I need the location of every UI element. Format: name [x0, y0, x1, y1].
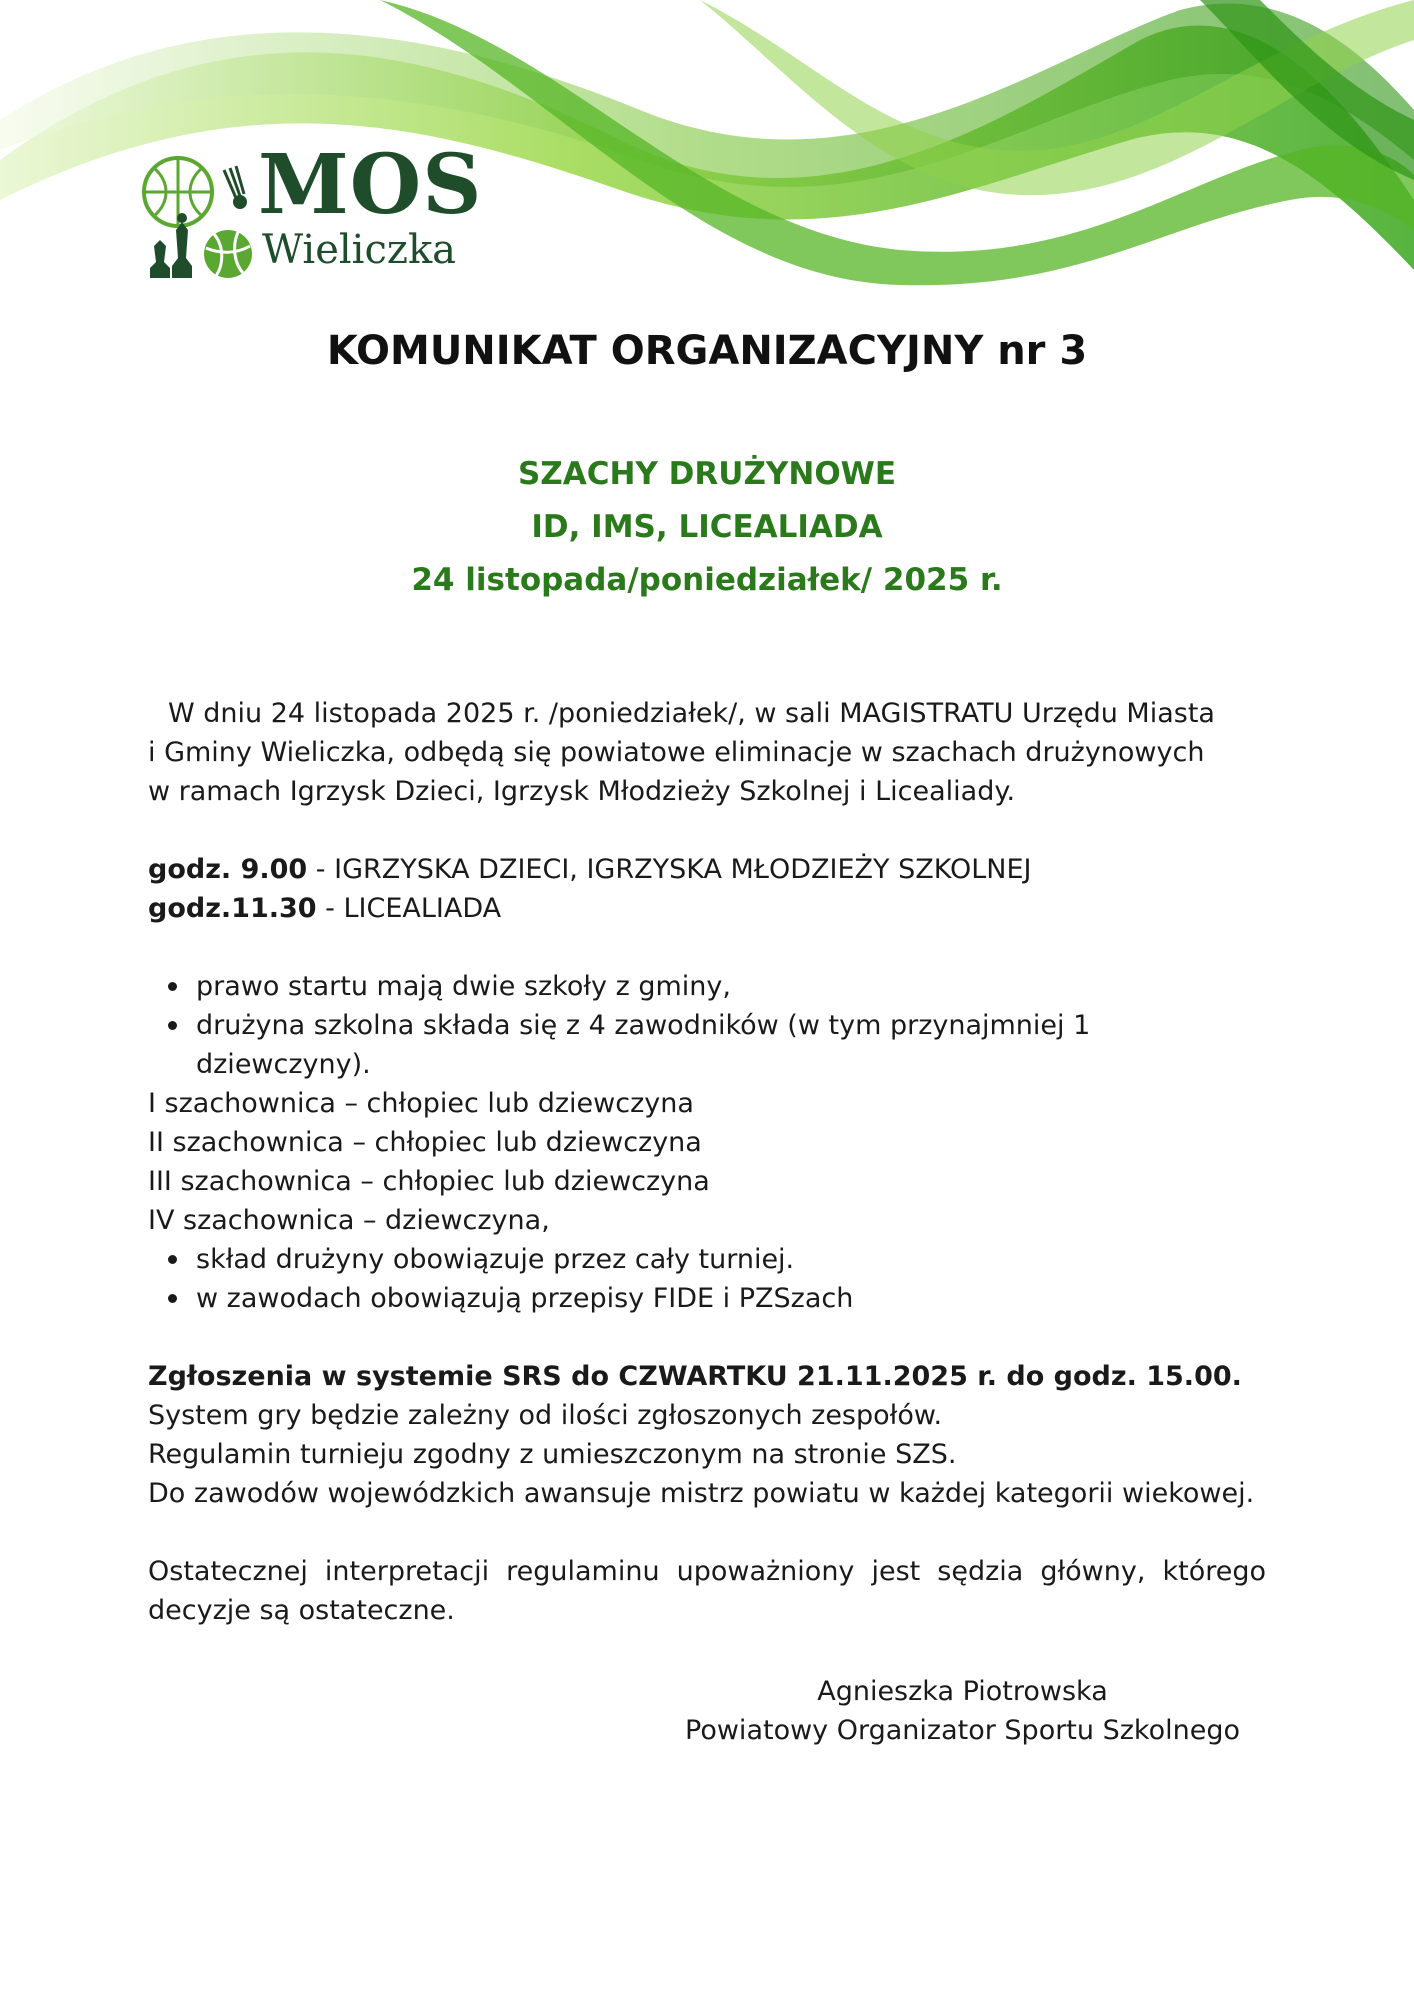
final-note-line: decyzje są ostateczne. — [148, 1595, 455, 1626]
schedule-desc: - IGRZYSKA DZIECI, IGRZYSKA MŁODZIEŻY SZKOLNEJ — [307, 854, 1032, 885]
intro-line: w ramach Igrzysk Dzieci, Igrzysk Młodzieży Szkolnej i Licealiady. — [148, 776, 1016, 807]
note-line: Regulamin turnieju zgodny z umieszczonym na stronie SZS. — [148, 1439, 957, 1470]
list-item: w zawodach obowiązują przepisy FIDE i PZSzach — [196, 1279, 1266, 1318]
list-item: prawo startu mają dwie szkoły z gminy, — [196, 967, 1266, 1006]
note-line: System gry będzie zależny od ilości zgłoszonych zespołów. — [148, 1400, 943, 1431]
intro-line: i Gminy Wieliczka, odbędą się powiatowe eliminacje w szachach drużynowych — [148, 737, 1205, 768]
schedule-time: godz.11.30 — [148, 893, 317, 924]
signature-role: Powiatowy Organizator Sportu Szkolnego — [685, 1715, 1240, 1746]
board-line: IV szachownica – dziewczyna, — [148, 1205, 550, 1236]
list-item: skład drużyny obowiązuje przez cały turniej. — [196, 1240, 1266, 1279]
schedule-row — [148, 850, 1266, 889]
schedule-desc: - LICEALIADA — [316, 893, 502, 924]
schedule-row — [148, 889, 1266, 928]
rules-list — [148, 967, 1266, 1084]
rules-list — [148, 1240, 1266, 1318]
list-item: drużyna szkolna składa się z 4 zawodników (w tym przynajmniej 1 dziewczyny). — [196, 1006, 1266, 1084]
final-note-line: Ostatecznej interpretacji regulaminu upoważniony jest sędzia główny, którego — [148, 1556, 1266, 1587]
document-body — [148, 694, 1266, 1630]
event-name: SZACHY DRUŻYNOWE — [517, 456, 897, 492]
logo-text-mos: MOS — [258, 137, 483, 233]
board-line: III szachownica – chłopiec lub dziewczyna — [148, 1166, 710, 1197]
board-line: I szachownica – chłopiec lub dziewczyna — [148, 1088, 694, 1119]
sports-logo-icon — [140, 150, 260, 280]
event-date: 24 listopada/poniedziałek/ 2025 r. — [411, 562, 1003, 598]
board-line: II szachownica – chłopiec lub dziewczyna — [148, 1127, 702, 1158]
event-categories: ID, IMS, LICEALIADA — [531, 509, 883, 545]
schedule-time: godz. 9.00 — [148, 854, 308, 885]
document-title: KOMUNIKAT ORGANIZACYJNY nr 3 — [326, 328, 1088, 374]
signature-block — [640, 1672, 1285, 1750]
logo-text-city: Wieliczka — [262, 227, 457, 273]
mos-logo — [140, 137, 483, 280]
intro-line: W dniu 24 listopada 2025 r. /poniedziałek/, w sali MAGISTRATU Urzędu Miasta — [168, 698, 1215, 729]
registration-deadline: Zgłoszenia w systemie SRS do CZWARTKU 21.11.2025 r. do godz. 15.00. — [148, 1361, 1242, 1392]
signature-name: Agnieszka Piotrowska — [817, 1676, 1108, 1707]
note-line: Do zawodów wojewódzkich awansuje mistrz powiatu w każdej kategorii wiekowej. — [148, 1478, 1255, 1509]
